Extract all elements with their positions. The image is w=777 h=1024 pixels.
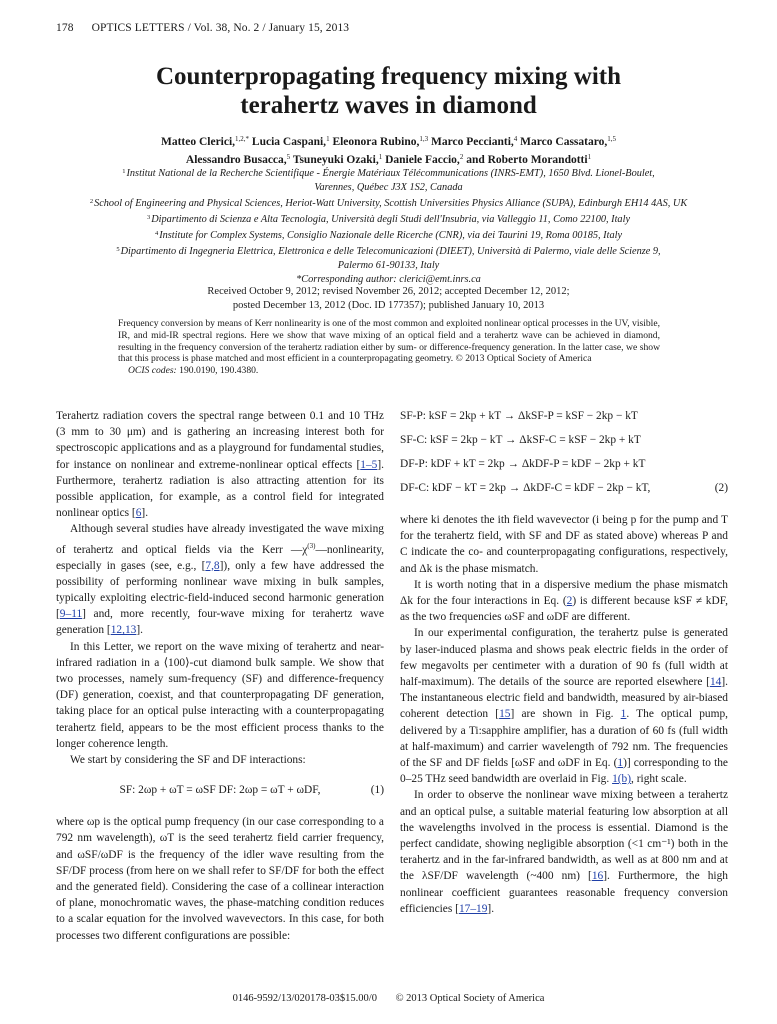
equation-body: SF: 2ωp + ωT = ωSF DF: 2ωp = ωT + ωDF, (119, 784, 321, 797)
text-run: It is worth noting that in a dispersive medium the phase mismatch Δk for the four interactions in Eq. ( (400, 578, 728, 608)
text-run: In our experimental configuration, the terahertz pulse is generated by laser-induced plasma and shows peak electric fields in the order of few megavolts per centimeter with a duration of 90 fs (full width at half-maximum). The details of the source are reported elsewhere [ (400, 627, 728, 689)
equation-line (400, 428, 728, 452)
text-run: )] corresponding to the 0–25 THz seed bandwidth are overlaid in Fig. (400, 757, 728, 786)
affil-number: 5 (116, 246, 120, 253)
paragraph (400, 625, 728, 787)
author-affil-mark: 1,2,* (235, 135, 250, 143)
author-name: Lucia Caspani, (251, 136, 327, 148)
ocis-label: OCIS codes: (128, 365, 177, 377)
equation-line (400, 476, 728, 500)
journal-citation: OPTICS LETTERS / Vol. 38, No. 2 / January 15, 2013 (91, 22, 350, 34)
equation-link[interactable]: 1 (617, 757, 624, 770)
author-name: Eleonora Rubino, (332, 136, 420, 148)
affil-number: 1 (122, 168, 126, 175)
figure-link[interactable]: 1(b) (612, 773, 632, 786)
text-run: , right scale. (631, 773, 687, 786)
paragraph (400, 577, 728, 626)
author-name: Daniele Faccio, (385, 154, 460, 166)
affil-text: Dipartimento di Scienza e Alta Tecnologia, Università degli Studi dell'Insubria, via Valleggio 11, Como 22100, Italy (151, 214, 631, 225)
affil-text: Varennes, Québec J3X 1S2, Canada (314, 182, 463, 193)
affiliation-2 (40, 195, 737, 211)
equation-2 (400, 404, 728, 500)
equation-line (400, 452, 728, 476)
affiliation-5 (40, 243, 737, 259)
citation-link[interactable]: 12,13 (110, 624, 137, 637)
text-run: ]. The instantaneous electric field and bandwidth, measured by air-biased coherent detection [ (400, 676, 728, 721)
affil-text: School of Engineering and Physical Sciences, Heriot-Watt University, Scottish Universities Physics Alliance (SUPA), Edinburgh EH14 4AS, UK (94, 198, 688, 209)
author-name: and Roberto Morandotti (466, 154, 588, 166)
running-head (56, 22, 349, 34)
author-name: Alessandro Busacca, (185, 154, 287, 166)
author-affil-mark: 1 (378, 153, 383, 161)
author-name: Marco Peccianti, (430, 136, 514, 148)
author-affil-mark: 5 (286, 153, 291, 161)
citation-link[interactable]: 17–19 (458, 902, 488, 915)
ocis-codes (118, 365, 660, 377)
page-number: 178 (56, 22, 74, 34)
author-affil-mark: 1 (326, 135, 330, 143)
article-code: 0146-9592/13/020178-03$15.00/0 (232, 993, 377, 1004)
text-run: ]. (487, 902, 495, 915)
paragraph: where ωp is the optical pump frequency (in our case corresponding to a 792 nm wavelength), ωT is the seed terahertz field carrier frequency, and ωSF/ωDF is the frequency of the idler wave resulting from the SF/DF process (from here on we shall refer to SF/DF for both the effect and the generated field). Considering the case of a collinear interaction of plane, monochromatic waves, the phase-matching condition reduces to a scalar equation for the involved wavevectors. In this case, for both processes two different configurations are possible: (56, 816, 384, 942)
author-list (60, 132, 717, 168)
paragraph: where ki denotes the ith field wavevector (i being p for the pump and T for the terahertz field, with SF and DF as stated above) whereas P and C indicate the co- and counterpropagating configurations, respectively, and Δk is the phase mismatch. (400, 514, 728, 575)
text-run: ]), only a few have addressed the possibility of performing nonlinear wave mixing in bulk samples, typically exploiting electric-field-induced second harmonic generation [ (56, 559, 384, 621)
text-run: ]. Furthermore, terahertz radiation is also attracting attention for its possible application, for example, as a control field for integrated nonlinear optics [ (56, 458, 384, 520)
citation-link[interactable]: 1–5 (360, 458, 378, 471)
superscript: (3) (307, 541, 316, 550)
text-run: ]. (136, 624, 144, 637)
abstract (118, 318, 660, 377)
equation-1 (56, 780, 384, 800)
equation-line (400, 404, 728, 428)
paragraph: We start by considering the SF and DF interactions: (70, 754, 306, 767)
publication-dates (60, 285, 717, 313)
paragraph (400, 787, 728, 917)
affiliation-list (40, 165, 737, 287)
author-affil-mark: 4 (513, 135, 518, 143)
affil-text: Institut National de la Recherche Scientifique - Énergie Matériaux Télécommunications (INRS-EMT), 1650 Blvd. Lionel-Boulet, (126, 168, 655, 179)
author-name: Marco Cassataro, (520, 136, 608, 148)
affil-text: Palermo 61-90133, Italy (337, 260, 440, 271)
citation-link[interactable]: 14 (709, 676, 722, 689)
affiliation-5-cont (40, 259, 737, 273)
affil-text: Institute for Complex Systems, Consiglio Nazionale delle Ricerche (CNR), via dei Taurini 19, Roma 00185, Italy (159, 230, 623, 241)
paragraph: In this Letter, we report on the wave mixing of terahertz and near-infrared radiation in a ⟨100⟩-cut diamond bulk sample. We show that two processes, namely sum-frequency (SF) and difference-frequency (DF) generation, coexist, and that counterpropagating DF generation, taking place for an optical pulse interacting with a counterpropagating terahertz field, appears to be the most efficient process thanks to the longer coherence length. (56, 640, 384, 750)
citation-link[interactable]: 16 (591, 870, 604, 883)
text-run: Although several studies have already investigated the wave mixing of terahertz and optical fields via the Kerr —χ (56, 523, 384, 556)
paragraph (56, 408, 384, 521)
equation-link[interactable]: 2 (566, 595, 573, 608)
title-line-2: terahertz waves in diamond (240, 92, 537, 119)
figure-link[interactable]: 1 (620, 708, 627, 721)
author-affil-mark: 1,5 (607, 135, 617, 143)
author-line-1 (60, 132, 717, 150)
equation-number: (2) (714, 482, 728, 494)
affiliation-1-cont (40, 181, 737, 195)
affiliation-3 (40, 211, 737, 227)
citation-link[interactable]: 6 (135, 507, 142, 520)
text-run: ] are shown in Fig. (510, 708, 621, 721)
author-affil-mark: 1,3 (419, 135, 429, 143)
affil-number: 4 (154, 230, 159, 237)
page-footer (0, 993, 777, 1004)
paper-title (60, 62, 717, 120)
affil-number: 3 (146, 214, 151, 221)
equation-body: DF-P: kDF + kT = 2kp → ΔkDF-P = kDF − 2kp + kT (400, 458, 646, 470)
left-column (56, 408, 384, 944)
author-affil-mark: 1 (587, 153, 592, 161)
corresponding-author: *Corresponding author: clerici@emt.inrs.ca (296, 274, 481, 285)
affil-text: Dipartimento di Ingegneria Elettrica, Elettronica e delle Telecomunicazioni (DIEET), Università di Palermo, viale delle Scienze 9, (120, 246, 661, 257)
text-run: ) is different because kSF ≠ kDF, as the two frequencies ωSF and ωDF are different. (400, 595, 729, 624)
text-run: In order to observe the nonlinear wave mixing between a terahertz and an optical pulse, a suitable material featuring low absorption at all the wavelengths involved in the process is essential. Diamond is the perfect candidate, showing negligible absorption (<1 cm⁻¹) both in the terahertz and in the far-infrared bandwidth, as well as at 800 nm and at the λSF/DF wavelength (~400 nm) [ (400, 789, 728, 883)
dates-line-1: Received October 9, 2012; revised November 26, 2012; accepted December 12, 2012; (207, 286, 570, 297)
copyright: © 2013 Optical Society of America (395, 993, 545, 1004)
affiliation-1 (40, 165, 737, 181)
text-run: —nonlinearity, especially in gases (see, e.g., [ (56, 543, 384, 572)
affiliation-4 (40, 227, 737, 243)
text-run: ]. (141, 507, 149, 520)
text-run: . The optical pump, delivered by a Ti:sapphire amplifier, has a duration of 60 fs (full width at half-maximum) and carrier wavelength of 792 nm. The frequencies of the SF and DF fields [ωSF and ωDF in Eq. ( (400, 708, 728, 770)
equation-body: DF-C: kDF − kT = 2kp → ΔkDF-C = kDF − 2kp − kT, (400, 482, 651, 494)
citation-link[interactable]: 15 (499, 708, 511, 721)
citation-link[interactable]: 7,8 (205, 559, 220, 572)
author-affil-mark: 2 (459, 153, 464, 161)
dates-line-2: posted December 13, 2012 (Doc. ID 177357); published January 10, 2013 (232, 300, 545, 311)
equation-number: (1) (370, 784, 384, 797)
abstract-text: Frequency conversion by means of Kerr nonlinearity is one of the most common and exploited nonlinear optical processes in the UV, visible, IR, and mid-IR spectral regions. Here we show that wave mixing of an optical field and a terahertz wave can be achieved in diamond, resulting in the frequency conversion of the terahertz radiation either by sum- or difference-frequency generation. In the latter case, we show that this process is phase matched and most efficient in a counterpropagating geometry. © 2013 Optical Society of America (118, 318, 661, 365)
author-name: Matteo Clerici, (160, 136, 236, 148)
text-run: Terahertz radiation covers the spectral range between 0.1 and 10 THz (3 mm to 30 μm) and is gathering an increasing interest both for spectroscopic applications and as a playground for fundamental studies, for instance on nonlinear and extreme-nonlinear optical effects [ (56, 410, 384, 471)
affil-number: 2 (89, 198, 94, 205)
equation-body: SF-P: kSF = 2kp + kT → ΔkSF-P = kSF − 2kp − kT (400, 410, 638, 422)
author-name: Tsuneyuki Ozaki, (292, 154, 379, 166)
title-line-1: Counterpropagating frequency mixing with (155, 63, 622, 90)
equation-body: SF-C: kSF = 2kp − kT → ΔkSF-C = kSF − 2kp + kT (400, 434, 641, 446)
ocis-values: 190.0190, 190.4380. (179, 365, 259, 377)
citation-link[interactable]: 9–11 (59, 608, 83, 621)
text-run: ] and, more recently, four-wave mixing for terahertz wave generation [ (56, 608, 384, 637)
right-column (400, 404, 728, 917)
paragraph (56, 521, 384, 638)
text-run: ]. Furthermore, the high nonlinear coefficient guarantees reasonable frequency conversion efficiencies [ (400, 870, 728, 915)
